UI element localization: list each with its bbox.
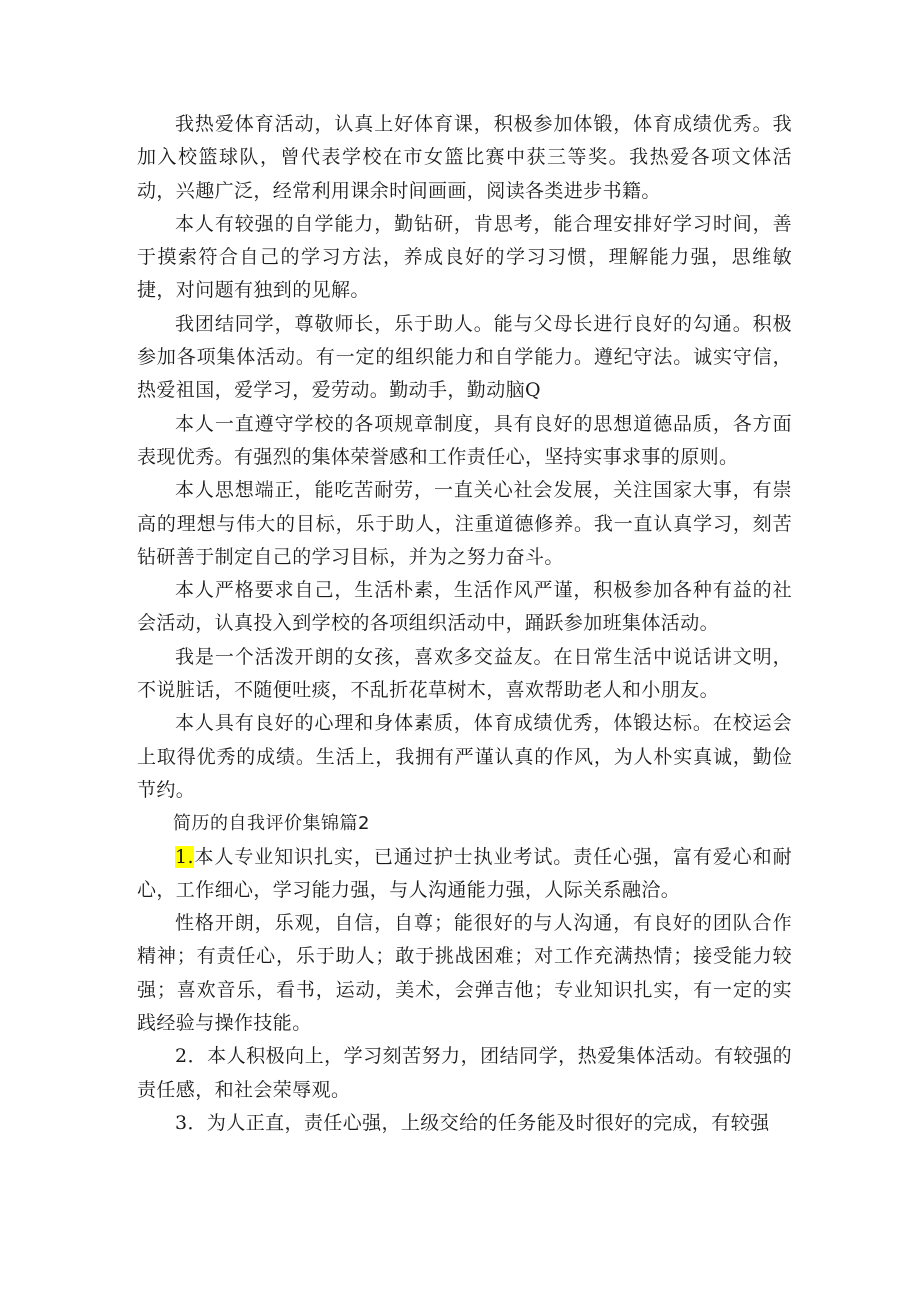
list-item-1-continuation: 性格开朗，乐观，自信，自尊；能很好的与人沟通，有良好的团队合作精神；有责任心，乐于助人；敢于挑战困难；对工作充满热情；接受能力较强；喜欢音乐，看书，运动，美术，会弹吉他；专业知识扎实，有一定的实践经验与操作技能。 — [137, 912, 792, 1035]
paragraph-sports: 我热爱体育活动，认真上好体育课，积极参加体锻，体育成绩优秀。我加入校篮球队，曾代表学校在市女篮比赛中获三等奖。我热爱各项文体活动，兴趣广泛，经常利用课余时间画画，阅读各类进步书籍。 — [137, 113, 792, 202]
paragraph-unity: 我团结同学，尊敬师长，乐于助人。能与父母长进行良好的勾通。积极参加各项集体活动。有一定的组织能力和自学能力。遵纪守法。诚实守信，热爱祖国，爱学习，爱劳动。勤动手，勤动脑Q — [137, 312, 792, 402]
list-item-1 — [137, 841, 792, 908]
paragraph-strict: 本人严格要求自己，生活朴素，生活作风严谨，积极参加各种有益的社会活动，认真投入到学校的各项组织活动中，踊跃参加班集体活动。 — [137, 579, 792, 635]
paragraph-ideology: 本人思想端正，能吃苦耐劳，一直关心社会发展，关注国家大事，有崇高的理想与伟大的目标，乐于助人，注重道德修养。我一直认真学习，刻苦钻研善于制定自己的学习目标，并为之努力奋斗。 — [137, 479, 792, 568]
document-body — [137, 108, 792, 1140]
paragraph-cheerful: 我是一个活泼开朗的女孩，喜欢多交益友。在日常生活中说话讲文明，不说脏话，不随便吐痰，不乱折花草树木，喜欢帮助老人和小朋友。 — [137, 645, 792, 702]
list-item-3: 3．为人正直，责任心强，上级交给的任务能及时很好的完成，有较强 — [175, 1111, 770, 1134]
item-number-highlight: 1. — [175, 845, 194, 868]
paragraph-self-study: 本人有较强的自学能力，勤钻研，肯思考，能合理安排好学习时间，善于摸索符合自己的学习方法，养成良好的学习习惯，理解能力强，思维敏捷，对问题有独到的见解。 — [137, 212, 792, 302]
paragraph-health: 本人具有良好的心理和身体素质，体育成绩优秀，体锻达标。在校运会上取得优秀的成绩。生活上，我拥有严谨认真的作风，为人朴实真诚，勤俭节约。 — [137, 712, 792, 801]
section-heading: 简历的自我评价集锦篇2 — [173, 813, 370, 835]
paragraph-rules: 本人一直遵守学校的各项规章制度，具有良好的思想道德品质，各方面表现优秀。有强烈的集体荣誉感和工作责任心，坚持实事求事的原则。 — [137, 412, 792, 468]
item-1-text: 本人专业知识扎实，已通过护士执业考试。责任心强，富有爱心和耐心，工作细心，学习能力强，与人沟通能力强，人际关系融洽。 — [137, 845, 792, 901]
list-item-2: 2．本人积极向上，学习刻苦努力，团结同学，热爱集体活动。有较强的责任感，和社会荣辱观。 — [137, 1045, 792, 1101]
